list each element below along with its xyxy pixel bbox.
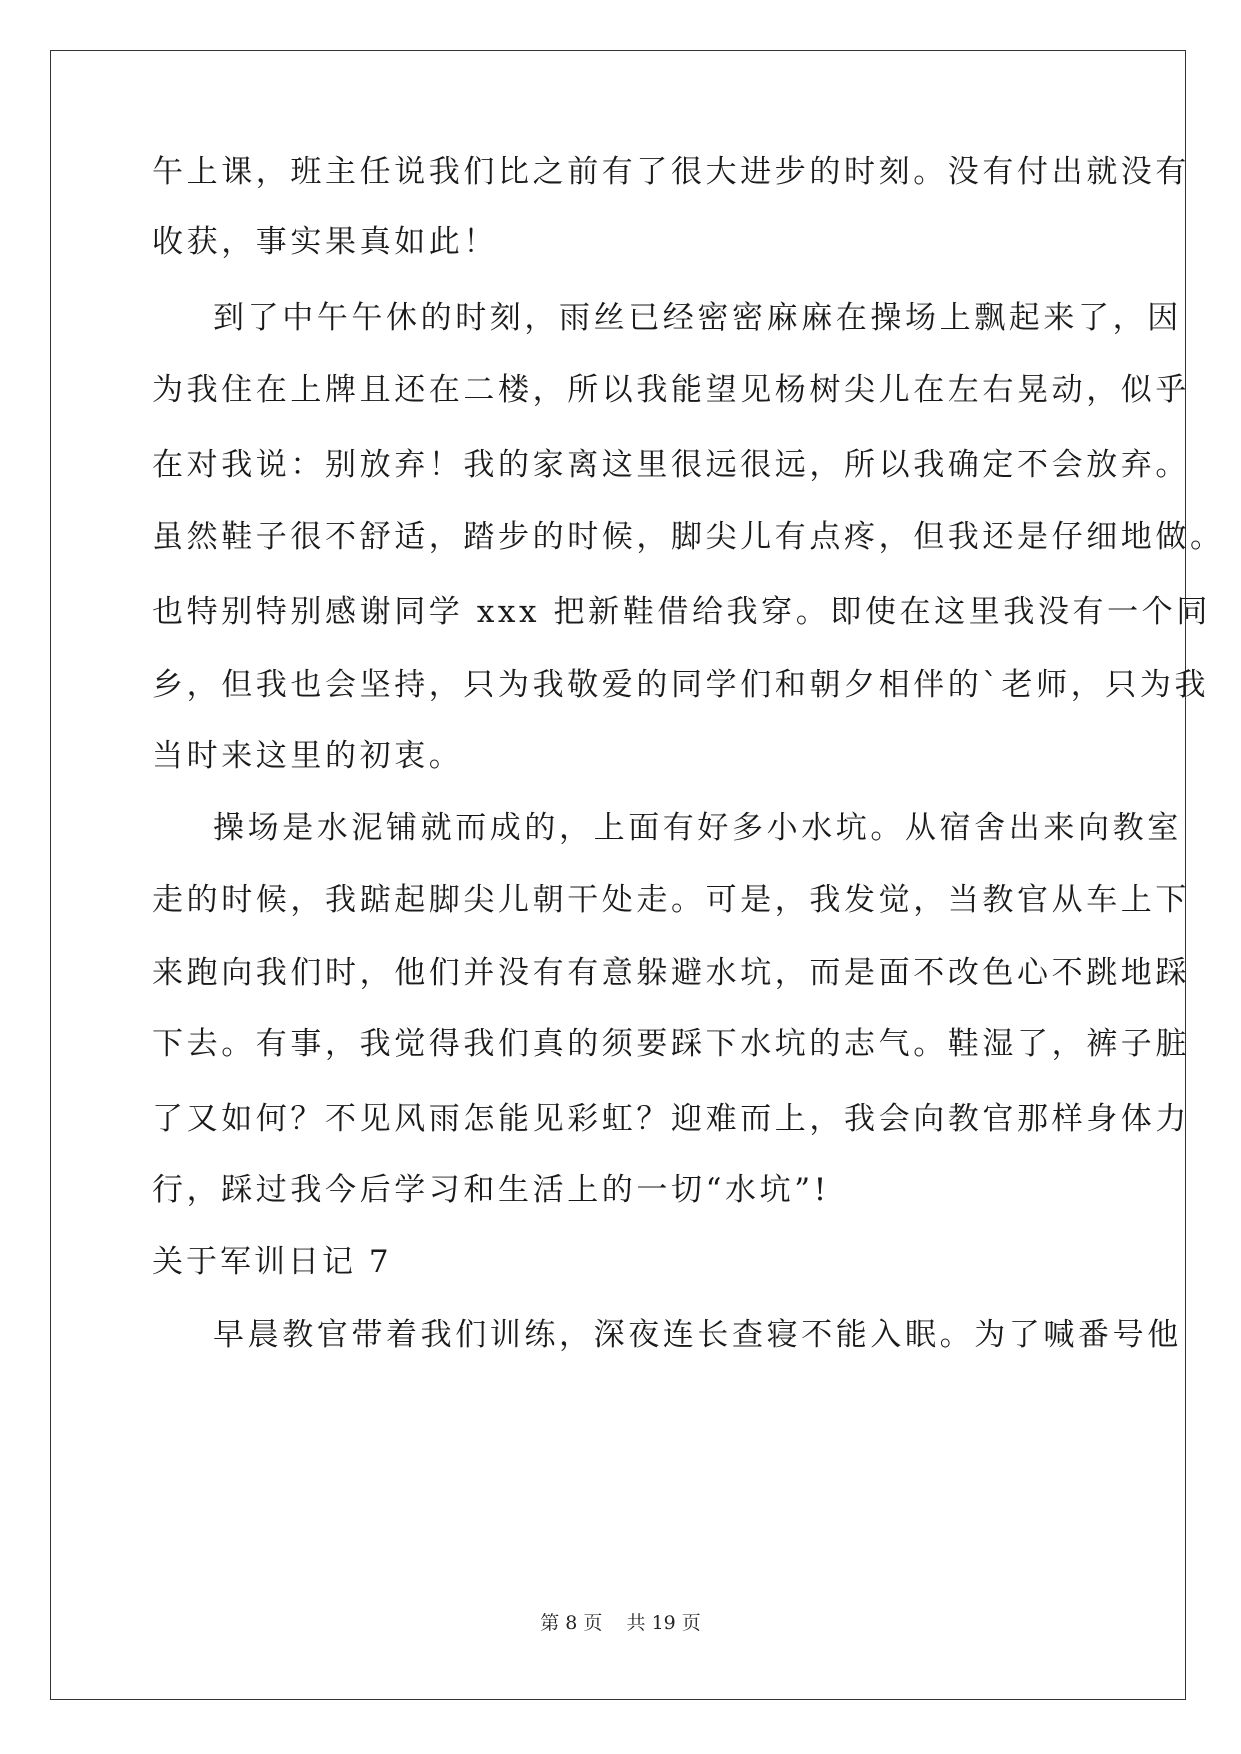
- text-line: 了又如何？不见风雨怎能见彩虹？迎难而上，我会向教官那样身体力: [152, 1101, 1190, 1137]
- section-heading: 关于军训日记 7: [152, 1244, 392, 1280]
- paragraph-first-line: 操场是水泥铺就而成的，上面有好多小水坑。从宿舍出来向教室: [213, 810, 1182, 846]
- text-line: 下去。有事，我觉得我们真的须要踩下水坑的志气。鞋湿了，裤子脏: [152, 1026, 1190, 1062]
- page-footer: [0, 1611, 1241, 1635]
- page-total: 共 19 页: [626, 1612, 701, 1634]
- text-line: 虽然鞋子很不舒适，踏步的时候，脚尖儿有点疼，但我还是仔细地做。: [152, 519, 1225, 555]
- footer-gap: [602, 1612, 626, 1634]
- text-line: 午上课，班主任说我们比之前有了很大进步的时刻。没有付出就没有: [152, 154, 1190, 190]
- text-line: 行，踩过我今后学习和生活上的一切“水坑”!: [152, 1172, 830, 1208]
- text-line: 在对我说：别放弃！我的家离这里很远很远，所以我确定不会放弃。: [152, 447, 1190, 483]
- paragraph-first-line: 早晨教官带着我们训练，深夜连长查寝不能入眠。为了喊番号他: [213, 1317, 1182, 1353]
- text-line: 来跑向我们时，他们并没有有意躲避水坑，而是面不改色心不跳地踩: [152, 955, 1190, 991]
- text-line: 收获，事实果真如此！: [152, 224, 498, 260]
- text-line: 也特别特别感谢同学 xxx 把新鞋借给我穿。即使在这里我没有一个同: [152, 594, 1211, 630]
- paragraph-first-line: 到了中午午休的时刻，雨丝已经密密麻麻在操场上飘起来了，因: [213, 300, 1182, 336]
- text-line: 当时来这里的初衷。: [152, 738, 464, 774]
- page-number: 第 8 页: [540, 1612, 603, 1634]
- text-line: 为我住在上牌且还在二楼，所以我能望见杨树尖儿在左右晃动，似乎: [152, 372, 1190, 408]
- text-line: 乡，但我也会坚持，只为我敬爱的同学们和朝夕相伴的`老师，只为我: [152, 667, 1210, 703]
- text-line: 走的时候，我踮起脚尖儿朝干处走。可是，我发觉，当教官从车上下: [152, 882, 1190, 918]
